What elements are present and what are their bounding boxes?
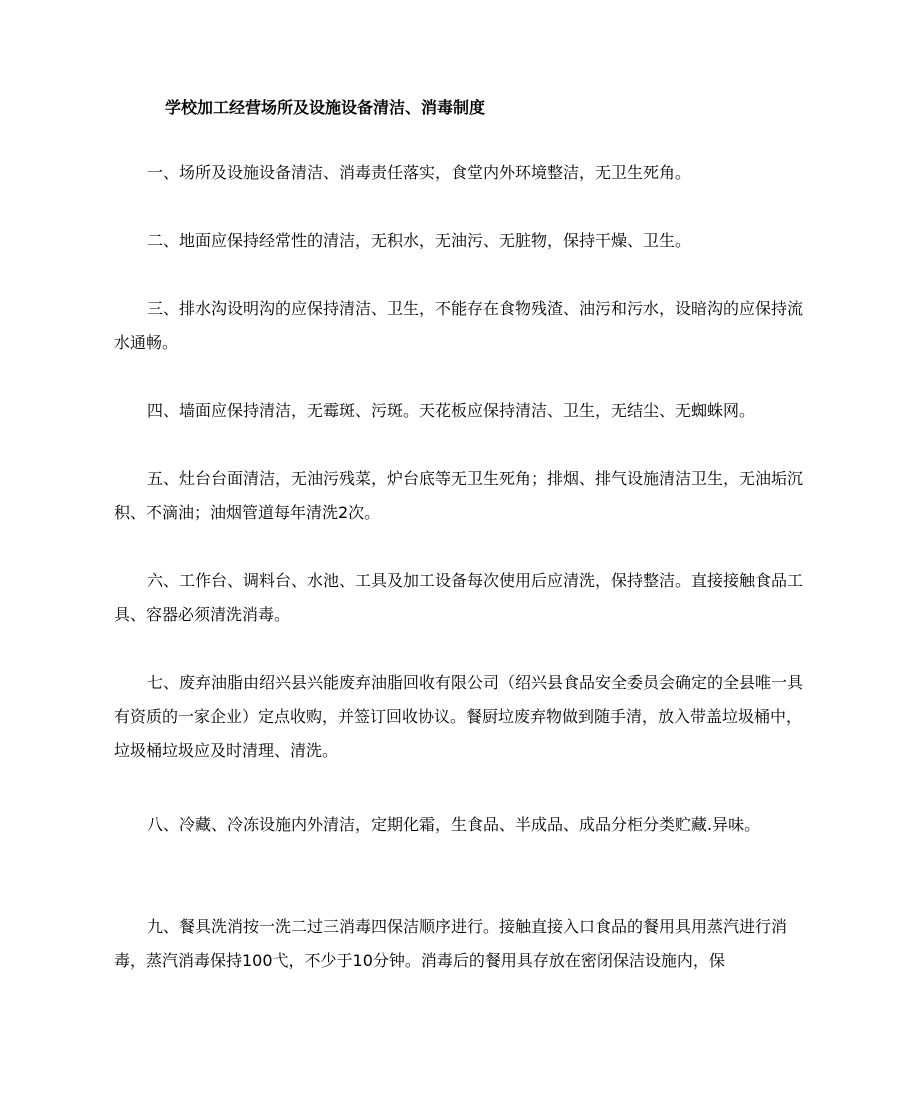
paragraph-3: 三、排水沟设明沟的应保持清洁、卫生，不能存在食物残渣、油污和污水，设暗沟的应保持流水通畅。 (114, 299, 804, 352)
document-title: 学校加工经营场所及设施设备清洁、消毒制度 (165, 98, 486, 117)
paragraph-9: 九、餐具洗消按一洗二过三消毒四保洁顺序进行。接触直接入口食品的餐用具用蒸汽进行消毒，蒸汽消毒保持100弋，不少于10分钟。消毒后的餐用具存放在密闭保洁设施内，保 (114, 917, 788, 970)
paragraph-8: 八、冷藏、冷冻设施内外清洁，定期化霜，生食品、半成品、成品分柜分类贮藏.异味。 (147, 815, 761, 834)
paragraph-7: 七、废弃油脂由绍兴县兴能废弃油脂回收有限公司（绍兴县食品安全委员会确定的全县唯一具有资质的一家企业）定点收购，并签订回收协议。餐厨垃废弃物做到随手清，放入带盖垃圾桶中，垃圾桶垃圾应及时清理、清洗。 (114, 673, 804, 760)
paragraph-5: 五、灶台台面清洁，无油污残菜，炉台底等无卫生死角；排烟、排气设施清洁卫生，无油垢沉积、不滴油；油烟管道每年清洗2次。 (114, 469, 804, 522)
paragraph-4: 四、墙面应保持清洁，无霉斑、污斑。天花板应保持清洁、卫生，无结尘、无蜘蛛网。 (147, 401, 756, 420)
paragraph-6: 六、工作台、调料台、水池、工具及加工设备每次使用后应清洗，保持整洁。直接接触食品工具、容器必须清洗消毒。 (114, 571, 804, 624)
paragraph-1: 一、场所及设施设备清洁、消毒责任落实，食堂内外环境整洁，无卫生死角。 (147, 163, 692, 182)
paragraph-2: 二、地面应保持经常性的清洁，无积水，无油污、无脏物，保持干燥、卫生。 (147, 231, 692, 250)
